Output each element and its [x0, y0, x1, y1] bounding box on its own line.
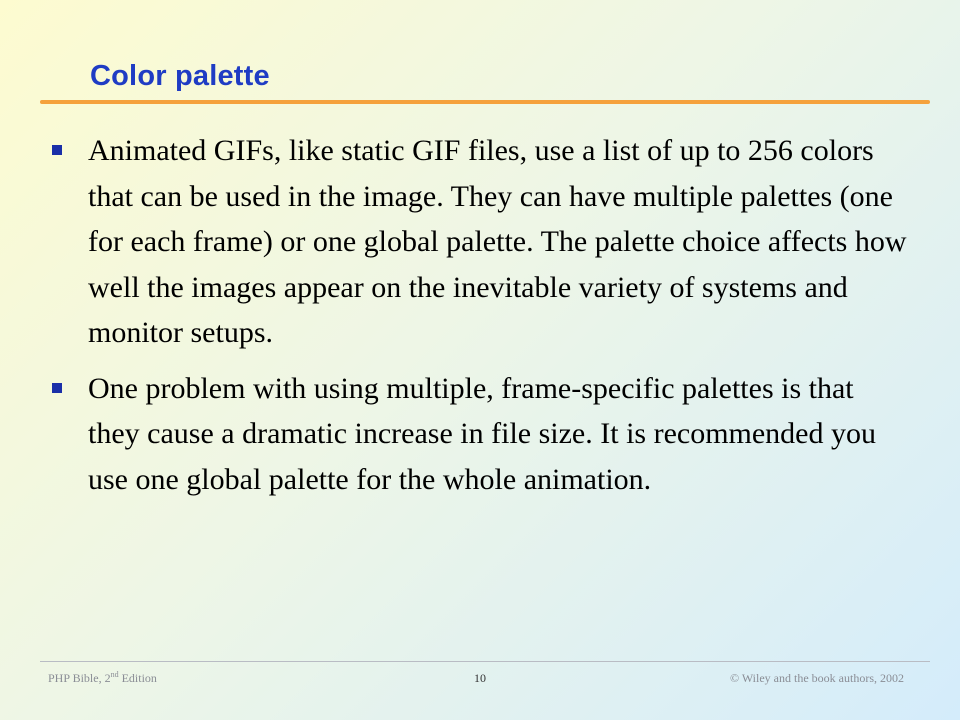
page-number: 10 [474, 671, 486, 685]
bullet-item [50, 128, 910, 356]
copyright-notice: © Wiley and the book authors, 2002 [729, 671, 904, 685]
square-bullet-icon [52, 383, 62, 393]
bullet-item [50, 366, 910, 503]
footer-book-suffix: Edition [118, 671, 157, 685]
square-bullet-icon [52, 145, 62, 155]
footer-book-title [48, 671, 157, 686]
bullet-text: Animated GIFs, like static GIF files, use a list of up to 256 colors that can be used in the image. They can have multiple palettes (one for each frame) or one global palette. The palette choice affects how well the images appear on the inevitable variety of systems and monitor setups. [88, 134, 907, 349]
footer-divider [40, 661, 930, 662]
footer-book-prefix: PHP Bible, 2 [48, 671, 111, 685]
slide-title: Color palette [90, 60, 270, 92]
footer-book-sup: nd [110, 670, 119, 679]
title-divider [40, 100, 930, 104]
bullet-list [50, 128, 910, 512]
bullet-text: One problem with using multiple, frame-specific palettes is that they cause a dramatic increase in file size. It is recommended you use one global palette for the whole animation. [88, 371, 876, 496]
